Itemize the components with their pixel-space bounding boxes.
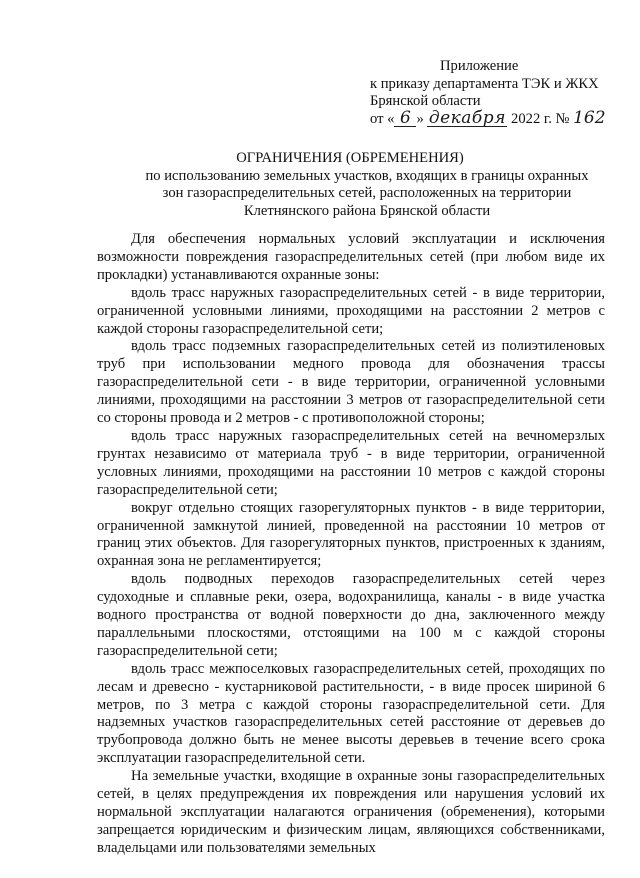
handwritten-order-number: 162 xyxy=(573,107,606,128)
document-subtitle-line-2: зон газораспределительных сетей, расположенных на территории xyxy=(162,185,572,201)
handwritten-month: декабря xyxy=(428,107,506,128)
document-subtitle-line-1: по использованию земельных участков, входящих в границы охранных xyxy=(145,167,589,184)
handwritten-day: 6 xyxy=(394,111,416,127)
appendix-header xyxy=(370,58,615,128)
appendix-region: Брянской области xyxy=(370,93,481,109)
paragraph-intro: Для обеспечения нормальных условий эксплуатации и исключения возможности повреждения газораспределительных сетей (при любом виде их прокладки) устанавливаются охранные зоны: xyxy=(97,231,605,283)
paragraph-zone-regulator-points: вокруг отдельно стоящих газорегуляторных пунктов - в виде территории, ограниченной замкнутой линией, проведенной на расстоянии 10 метров от границ этих объектов. Для газорегуляторных пунктов, пристроенных к зданиям, охранная зона не регламентируется; xyxy=(97,499,605,570)
paragraph-zone-underground: вдоль трасс подземных газораспределительных сетей из полиэтиленовых труб при использовании медного провода для обозначения трассы газораспределительной сети - в виде территории, ограниченной условными линиями, проходящими на расстоянии 3 метров от газораспределительной сети со стороны провода и 2 метров - с противоположной стороны; xyxy=(97,338,605,427)
document-body xyxy=(97,231,605,858)
appendix-date-line xyxy=(370,107,615,129)
paragraph-zone-permafrost: вдоль трасс наружных газораспределительных сетей на вечномерзлых грунтах независимо от материала труб - в виде территории, ограниченной условных линиями, проходящими на расстоянии 10 метров с каждой стороны газораспределительной сети; xyxy=(97,427,605,498)
date-prefix: от « xyxy=(370,110,395,127)
paragraph-zone-forest: вдоль трасс межпоселковых газораспределительных сетей, проходящих по лесам и древесно - кустарниковой растительности, - в виде просек шириной 6 метров, по 3 метра с каждой стороны газораспределительной сети. Для надземных участков газораспределительных сетей расстояние от деревьев до трубопровода должно быть не менее высоты деревьев в течение всего срока эксплуатации газораспределительной сети. xyxy=(97,660,605,767)
appendix-title: Приложение xyxy=(440,58,519,74)
document-title-block xyxy=(0,150,640,220)
document-title: ОГРАНИЧЕНИЯ (ОБРЕМЕНЕНИЯ) xyxy=(236,150,464,166)
document-subtitle-line-3: Клетнянского района Брянской области xyxy=(243,202,491,219)
paragraph-zone-external: вдоль трасс наружных газораспределительных сетей - в виде территории, ограниченной условными линиями, проходящими на расстоянии 2 метров с каждой стороны газораспределительной сети; xyxy=(97,284,605,337)
paragraph-zone-underwater: вдоль подводных переходов газораспределительных сетей через судоходные и сплавные реки, озера, водохранилища, каналы - в виде участка водного пространства от водной поверхности до дна, заключенного между параллельными плоскостями, отстоящими на 100 м с каждой стороны газораспределительной сети; xyxy=(97,571,605,659)
appendix-order-reference: к приказу департамента ТЭК и ЖКХ xyxy=(370,75,599,92)
date-mid: » xyxy=(416,110,424,127)
date-year: 2022 г. № xyxy=(511,110,570,127)
paragraph-restrictions: На земельные участки, входящие в охранные зоны газораспределительных сетей, в целях предупреждения их повреждения или нарушения условий их нормальной эксплуатации налагаются ограничения (обременения), которыми запрещается юридическим и физическим лицам, являющихся собственниками, владельцами или пользователями земельных xyxy=(97,768,605,856)
